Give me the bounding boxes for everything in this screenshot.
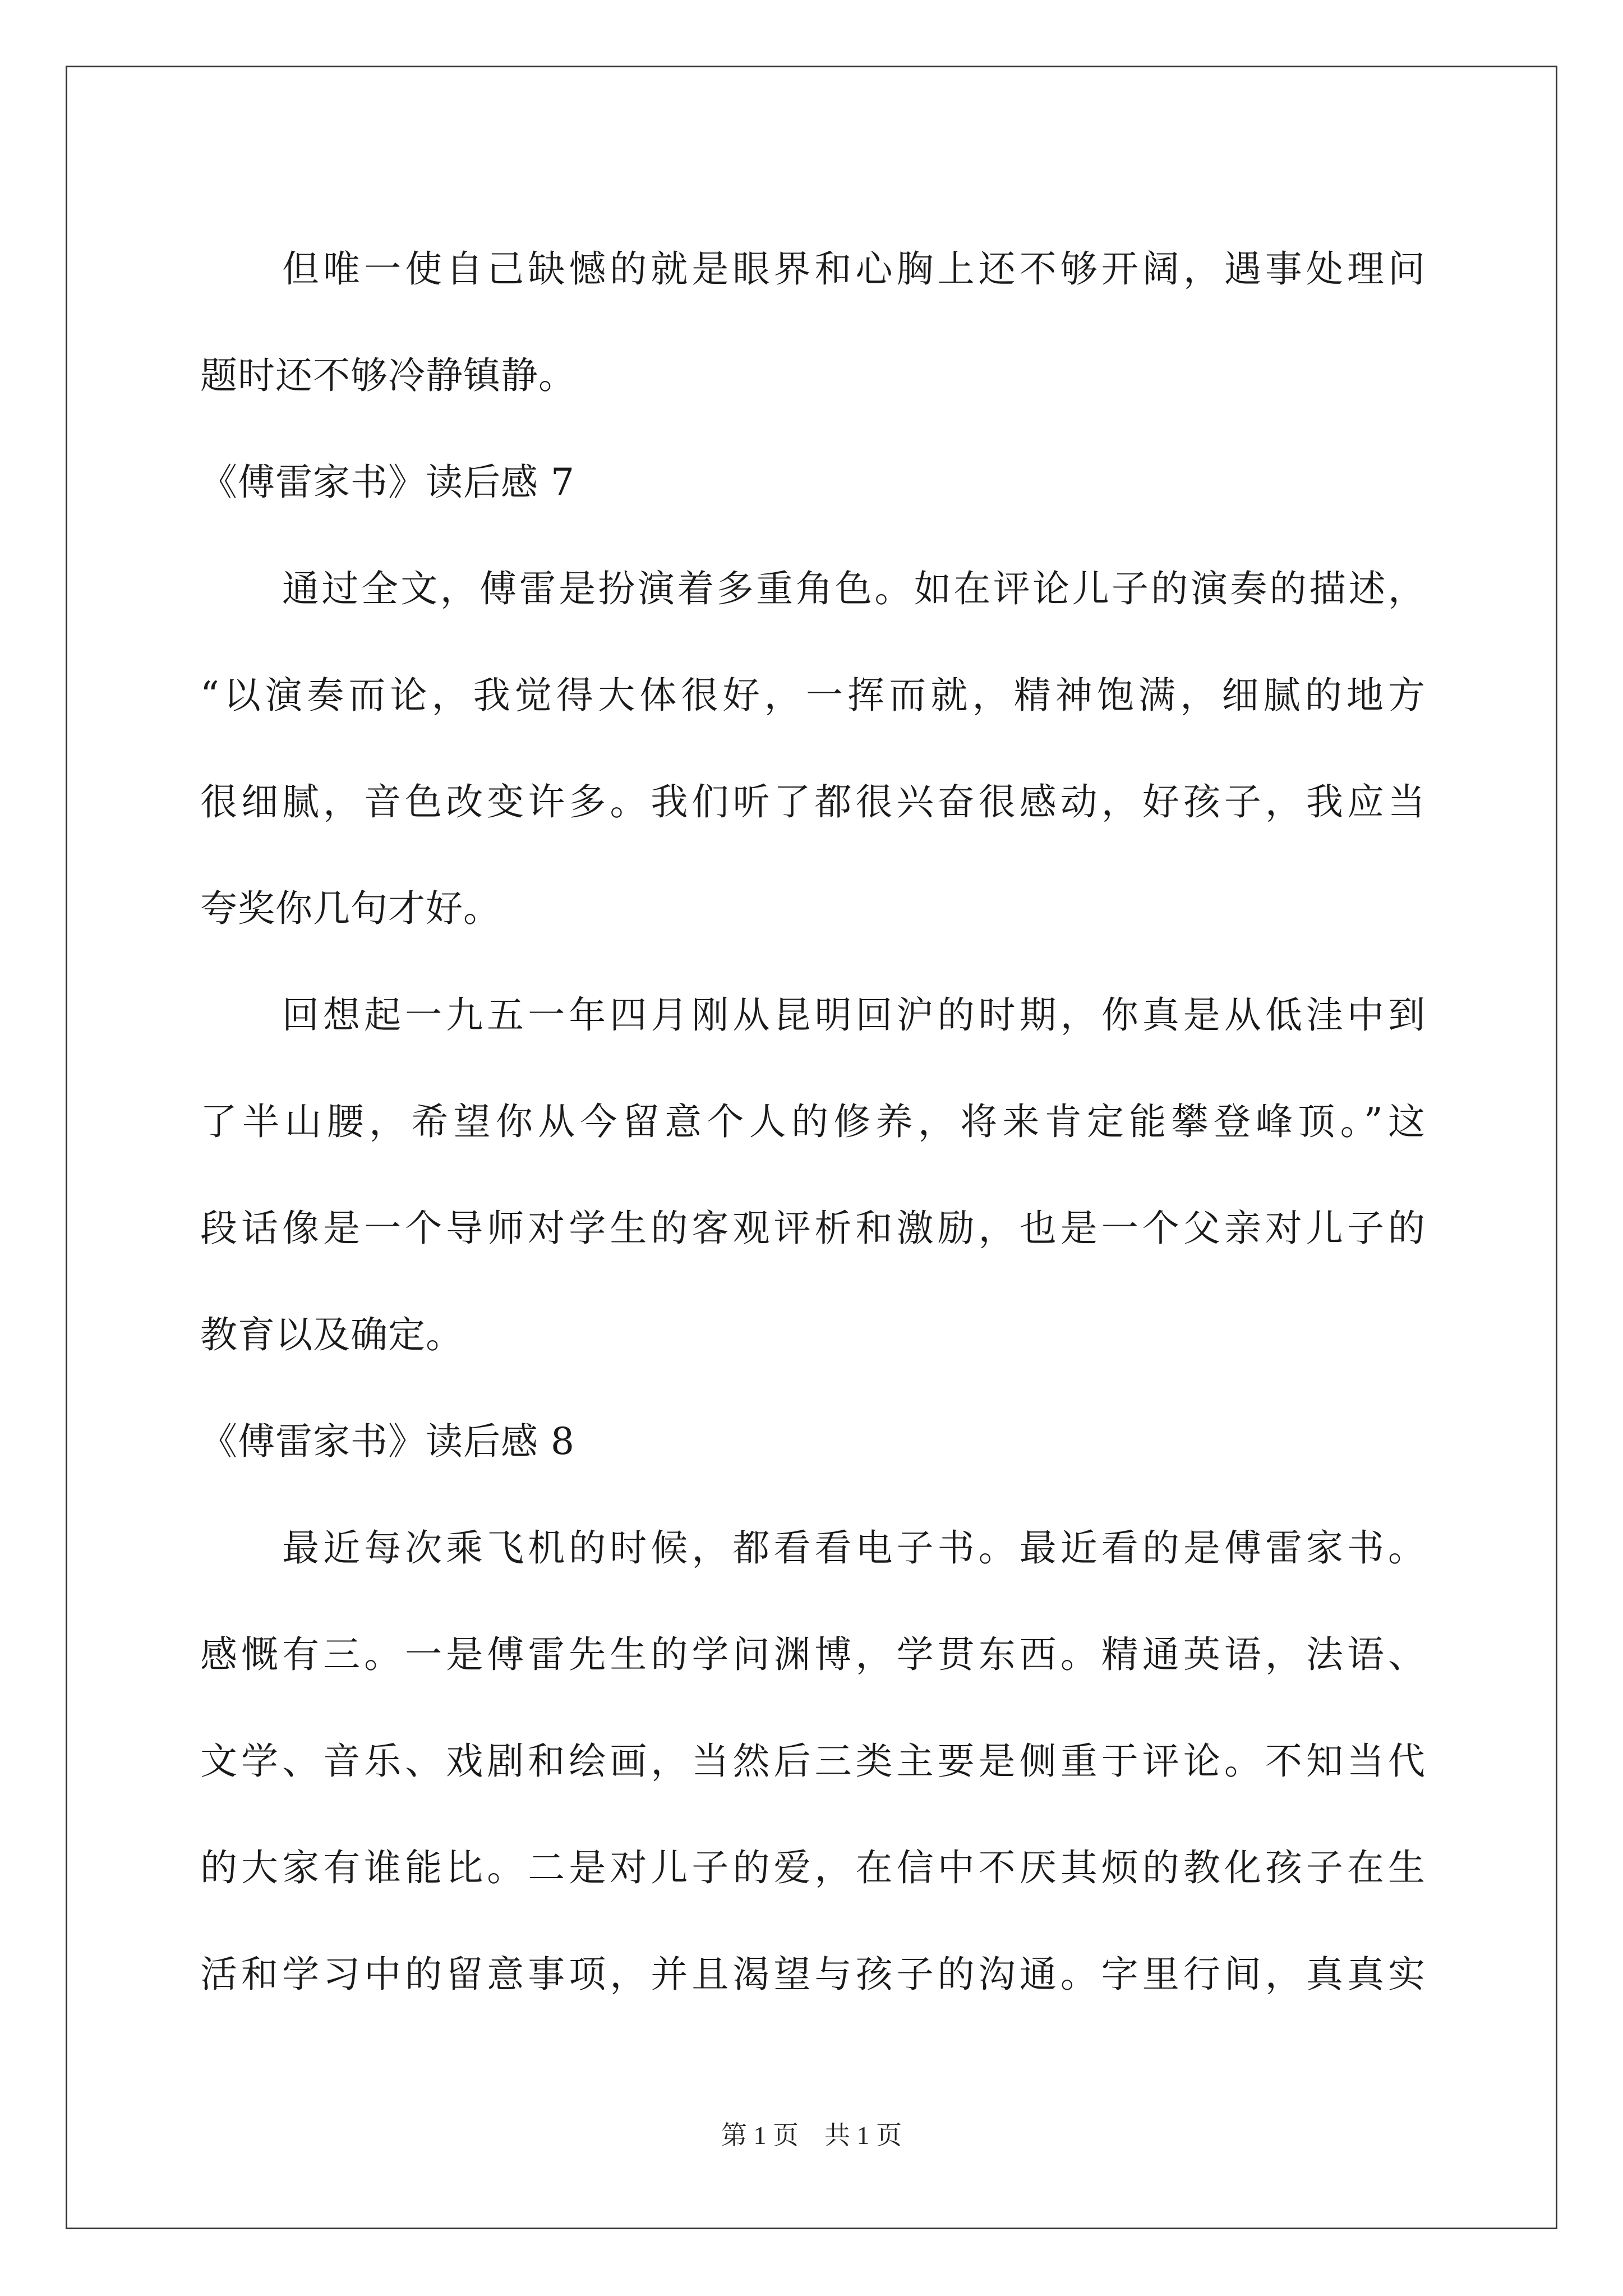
paragraph-line: 了半山腰，希望你从今留意个人的修养，将来肯定能攀登峰顶。”这 — [200, 1100, 1426, 1143]
paragraph-line: 的大家有谁能比。二是对儿子的爱，在信中不厌其烦的教化孩子在生 — [200, 1846, 1426, 1889]
section-heading: 《傅雷家书》读后感 7 — [200, 461, 575, 504]
paragraph-line: 感慨有三。一是傅雷先生的学问渊博，学贯东西。精通英语，法语、 — [200, 1633, 1426, 1676]
section-heading: 《傅雷家书》读后感 8 — [200, 1420, 575, 1463]
paragraph-line: “以演奏而论，我觉得大体很好，一挥而就，精神饱满，细腻的地方 — [200, 674, 1426, 717]
paragraph-line: 通过全文，傅雷是扮演着多重角色。如在评论儿子的演奏的描述， — [282, 567, 1426, 610]
paragraph-line: 但唯一使自己缺憾的就是眼界和心胸上还不够开阔，遇事处理问 — [282, 247, 1426, 291]
paragraph-line: 文学、音乐、戏剧和绘画，当然后三类主要是侧重于评论。不知当代 — [200, 1740, 1426, 1783]
paragraph-line: 回想起一九五一年四月刚从昆明回沪的时期，你真是从低洼中到 — [282, 993, 1426, 1037]
page-total: 共 1 页 — [824, 2121, 902, 2150]
paragraph-line: 活和学习中的留意事项，并且渴望与孩子的沟通。字里行间，真真实 — [200, 1953, 1426, 1996]
paragraph-line: 题时还不够冷静镇静。 — [200, 354, 576, 397]
page-number: 第 1 页 — [721, 2121, 799, 2150]
paragraph-line: 教育以及确定。 — [200, 1313, 463, 1356]
paragraph-line: 最近每次乘飞机的时候，都看看电子书。最近看的是傅雷家书。 — [282, 1526, 1426, 1570]
document-body — [200, 216, 1426, 2028]
paragraph-line: 段话像是一个导师对学生的客观评析和激励，也是一个父亲对儿子的 — [200, 1207, 1426, 1250]
paragraph-line: 夸奖你几句才好。 — [200, 887, 501, 930]
page-footer — [0, 2115, 1623, 2152]
paragraph-line: 很细腻，音色改变许多。我们听了都很兴奋很感动，好孩子，我应当 — [200, 780, 1426, 823]
